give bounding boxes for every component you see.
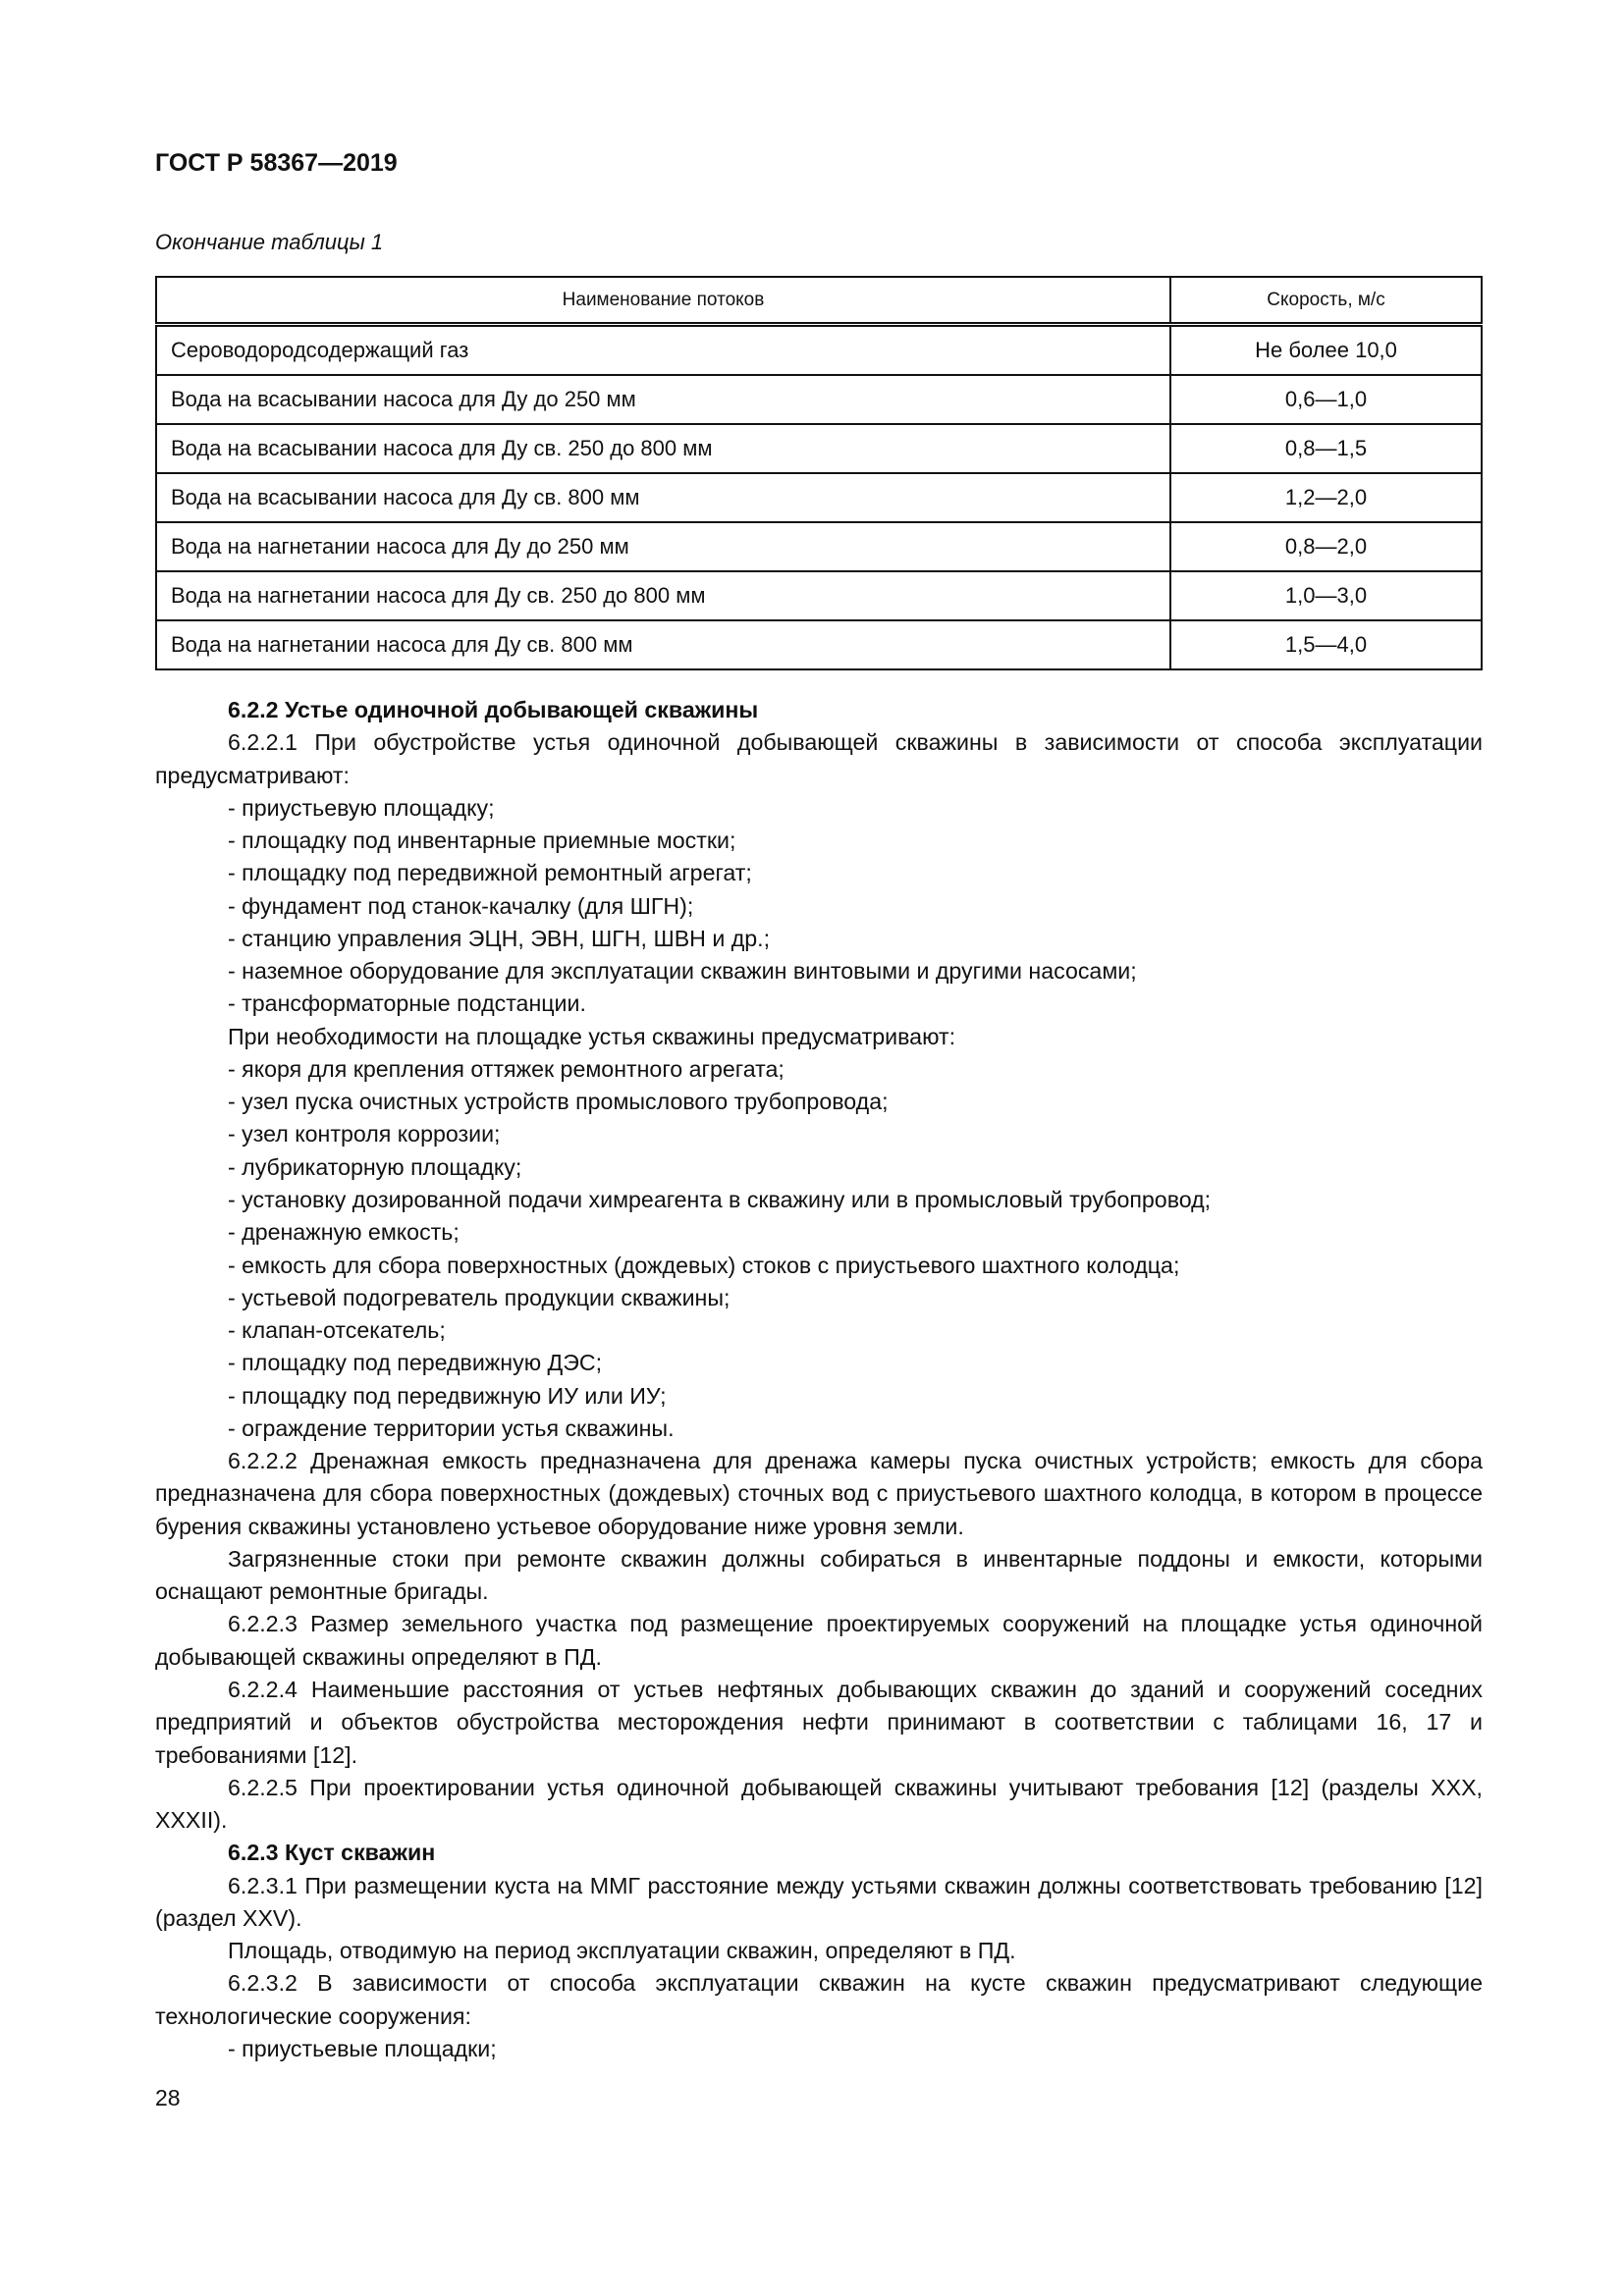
document-header: ГОСТ Р 58367—2019 <box>155 149 398 177</box>
table-row <box>156 473 1482 522</box>
table-row <box>156 325 1482 376</box>
paragraph: При необходимости на площадке устья скважины предусматривают: <box>228 1023 956 1049</box>
list-item: - узел контроля коррозии; <box>228 1121 501 1148</box>
list-item: - установку дозированной подачи химреагента в скважину или в промысловый трубопровод; <box>228 1186 1212 1212</box>
table-header-row <box>156 277 1482 325</box>
list-item: - ограждение территории устья скважины. <box>228 1415 675 1441</box>
speed-cell: 1,5—4,0 <box>1170 620 1482 669</box>
list <box>155 792 1483 1021</box>
list-item: - станцию управления ЭЦН, ЭВН, ШГН, ШВН и др.; <box>228 925 771 951</box>
paragraph: 6.2.2.1 При обустройстве устья одиночной добывающей скважины в зависимости от способа эксплуатации предусматривают: <box>155 729 1483 788</box>
paragraph: Загрязненные стоки при ремонте скважин должны собираться в инвентарные поддоны и емкости, которыми оснащают ремонтные бригады. <box>155 1545 1483 1605</box>
list-item: - якоря для крепления оттяжек ремонтного агрегата; <box>228 1055 785 1082</box>
table-row <box>156 424 1482 473</box>
paragraph: 6.2.3.2 В зависимости от способа эксплуатации скважин на кусте скважин предусматривают следующие технологические сооружения: <box>155 1970 1483 2029</box>
flow-name-cell: Вода на нагнетании насоса для Ду св. 250 до 800 мм <box>156 571 1170 620</box>
table-row <box>156 375 1482 424</box>
list-item: - трансформаторные подстанции. <box>228 990 586 1017</box>
speed-cell: 0,8—2,0 <box>1170 522 1482 571</box>
list-item: - фундамент под станок-качалку (для ШГН); <box>228 892 694 919</box>
header-flow-name: Наименование потоков <box>156 277 1170 325</box>
table-row <box>156 522 1482 571</box>
list-item: - приустьевые площадки; <box>228 2035 497 2061</box>
list-item: - площадку под инвентарные приемные мостки; <box>228 828 736 854</box>
flow-name-cell: Вода на всасывании насоса для Ду св. 800 мм <box>156 473 1170 522</box>
list-item: - площадку под передвижную ДЭС; <box>228 1350 603 1376</box>
list-item: - наземное оборудование для эксплуатации скважин винтовыми и другими насосами; <box>228 958 1137 985</box>
speed-cell: Не более 10,0 <box>1170 325 1482 376</box>
header-speed: Скорость, м/с <box>1170 277 1482 325</box>
paragraph: 6.2.3.1 При размещении куста на ММГ расстояние между устьями скважин должны соответствовать требованию [12] (раздел XXV). <box>155 1872 1483 1931</box>
paragraph: Площадь, отводимую на период эксплуатации скважин, определяют в ПД. <box>228 1938 1016 1964</box>
paragraph: 6.2.2.3 Размер земельного участка под размещение проектируемых сооружений на площадке устья одиночной добывающей скважины определяют в ПД. <box>155 1611 1483 1670</box>
list <box>155 1053 1483 1445</box>
list-item: - дренажную емкость; <box>228 1219 460 1246</box>
list-item: - устьевой подогреватель продукции скважины; <box>228 1284 731 1310</box>
flow-name-cell: Вода на нагнетании насоса для Ду св. 800 мм <box>156 620 1170 669</box>
document-body <box>155 694 1483 2065</box>
speed-cell: 1,2—2,0 <box>1170 473 1482 522</box>
list-item: - лубрикаторную площадку; <box>228 1153 522 1180</box>
list-item: - площадку под передвижной ремонтный агрегат; <box>228 860 752 886</box>
list <box>155 2033 1483 2065</box>
paragraph: 6.2.2.2 Дренажная емкость предназначена для дренажа камеры пуска очистных устройств; емкость для сбора предназначена для сбора поверхностных (дождевых) сточных вод с приустьевого шахтного колодца, в котором в процессе бурения скважины установлено устьевое оборудование ниже уровня земли. <box>155 1448 1483 1539</box>
table-row <box>156 571 1482 620</box>
table-caption: Окончание таблицы 1 <box>155 230 384 254</box>
list-item: - приустьевую площадку; <box>228 794 495 821</box>
flow-name-cell: Сероводородсодержащий газ <box>156 325 1170 376</box>
flow-name-cell: Вода на всасывании насоса для Ду до 250 мм <box>156 375 1170 424</box>
section-heading: 6.2.3 Куст скважин <box>228 1840 436 1866</box>
list-item: - клапан-отсекатель; <box>228 1317 446 1344</box>
paragraph: 6.2.2.4 Наименьшие расстояния от устьев нефтяных добывающих скважин до зданий и сооружений соседних предприятий и объектов обустройства месторождения нефти принимают в соответствии с таблицами 16, 17 и требованиями [12]. <box>155 1676 1483 1768</box>
list-item: - узел пуска очистных устройств промыслового трубопровода; <box>228 1089 889 1115</box>
list-item: - емкость для сбора поверхностных (дождевых) стоков с приустьевого шахтного колодца; <box>228 1252 1180 1278</box>
flow-speed-table <box>155 276 1483 670</box>
speed-cell: 1,0—3,0 <box>1170 571 1482 620</box>
paragraph: 6.2.2.5 При проектировании устья одиночной добывающей скважины учитывают требования [12] (разделы XXX, XXXII). <box>155 1774 1483 1834</box>
speed-cell: 0,6—1,0 <box>1170 375 1482 424</box>
page-number: 28 <box>155 2085 181 2110</box>
flow-name-cell: Вода на нагнетании насоса для Ду до 250 мм <box>156 522 1170 571</box>
list-item: - площадку под передвижную ИУ или ИУ; <box>228 1382 667 1409</box>
speed-cell: 0,8—1,5 <box>1170 424 1482 473</box>
flow-name-cell: Вода на всасывании насоса для Ду св. 250 до 800 мм <box>156 424 1170 473</box>
table-row <box>156 620 1482 669</box>
section-heading: 6.2.2 Устье одиночной добывающей скважины <box>228 697 759 722</box>
